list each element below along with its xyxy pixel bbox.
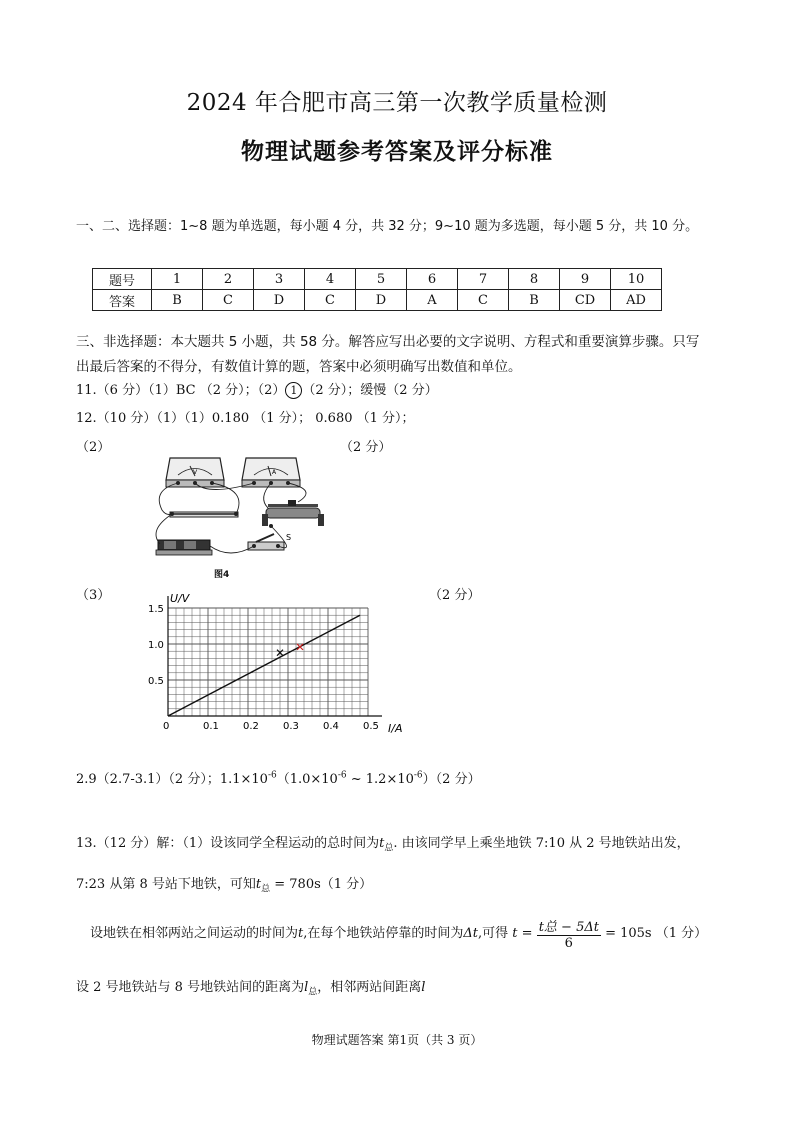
table-cell: 6 <box>407 269 458 290</box>
page-subtitle: 物理试题参考答案及评分标准 <box>241 139 553 165</box>
table-header-cell: 答案 <box>93 290 152 311</box>
fraction <box>537 916 601 951</box>
q13-line3-t: t <box>298 926 304 941</box>
chart-ticks <box>148 596 382 732</box>
fraction-denominator: 6 <box>564 936 573 951</box>
table-cell: B <box>509 290 560 311</box>
q12-result-prefix: 2.9（2.7-3.1）（2 分）； <box>76 772 220 787</box>
q13-line1-text: 13.（12 分）解：（1）设该同学全程运动的总时间为 <box>76 836 380 851</box>
q12-range-b-exp: -6 <box>413 770 423 781</box>
q13-line3-score: （1 分） <box>655 926 708 941</box>
q12-result-suffix: ）（2 分） <box>422 772 481 787</box>
x-tick-label: 0 <box>163 721 170 732</box>
x-tick-label: 0.5 <box>363 721 379 732</box>
svg-text:V: V <box>193 469 198 476</box>
q13-line4 <box>76 976 425 998</box>
q13-line2 <box>76 873 372 895</box>
table-cell: 10 <box>611 269 662 290</box>
q13-line2-eq: = 780s <box>270 877 321 892</box>
table-cell: C <box>203 290 254 311</box>
voltmeter-icon <box>166 458 224 487</box>
table-row-numbers <box>93 269 662 290</box>
figure-caption: 图4 <box>214 570 230 580</box>
circled-number: 1 <box>285 382 302 399</box>
q12-part3-score: （2 分） <box>429 588 481 603</box>
table-header-cell: 题号 <box>93 269 152 290</box>
q11-prefix: 11.（6 分）（1）BC （2 分）；（2） <box>76 383 286 398</box>
table-cell: CD <box>560 290 611 311</box>
y-tick-label: 0.5 <box>148 676 164 687</box>
table-cell: 5 <box>356 269 407 290</box>
y-tick-label: 1.5 <box>148 604 164 615</box>
table-cell: 1 <box>152 269 203 290</box>
q13-line2-text: 7:23 从第 8 号站下地铁，可知 <box>76 877 256 892</box>
q12-result-exp: -6 <box>267 770 277 781</box>
table-cell: C <box>305 290 356 311</box>
q11-answer <box>76 379 438 399</box>
q13-line4-b: ，相邻两站间距离 <box>317 980 422 995</box>
q13-line3-res: = 105s <box>605 926 652 941</box>
switch-label: S <box>286 533 292 542</box>
q13-line1-sym: t <box>379 836 385 851</box>
q12-result <box>76 768 481 787</box>
page-footer: 物理试题答案 第1页（共 3 页） <box>311 1033 483 1047</box>
q13-line2-sub: 总 <box>261 884 271 895</box>
rheostat-icon <box>262 500 324 528</box>
q12-line1: 12.（10 分）（1）（1）0.180 （1 分）； 0.680 （1 分）； <box>76 411 415 426</box>
q13-line4-a: 设 2 号地铁站与 8 号地铁站间的距离为 <box>76 980 305 995</box>
q13-line3-a: 设地铁在相邻两站之间运动的时间为 <box>90 926 299 941</box>
q12-part2-label: （2） <box>76 440 111 455</box>
q12-range-a-exp: -6 <box>337 770 347 781</box>
resistor-board-icon <box>170 512 238 517</box>
table-cell: D <box>356 290 407 311</box>
fraction-numerator: t总 − 5Δt <box>537 916 601 936</box>
q12-part2-score: （2 分） <box>340 440 392 455</box>
table-cell: D <box>254 290 305 311</box>
q13-line1-sub: 总 <box>384 843 394 854</box>
y-axis-label: U/V <box>170 592 190 605</box>
ammeter-icon <box>242 458 300 487</box>
q13-line3 <box>90 916 707 951</box>
q13-line3-lhs: t = <box>512 926 533 941</box>
table-cell: 7 <box>458 269 509 290</box>
table-cell: 3 <box>254 269 305 290</box>
x-tick-label: 0.3 <box>283 721 299 732</box>
y-tick-label: 1.0 <box>148 640 164 651</box>
table-cell: A <box>407 290 458 311</box>
circuit-diagram <box>148 450 338 582</box>
q13-line3-dt: Δt <box>463 926 479 941</box>
section3-intro-line1: 三、非选择题：本大题共 5 小题，共 58 分。解答应写出必要的文字说明、方程式和重要演算步骤。只写 <box>76 334 700 350</box>
q13-line2-score: （1 分） <box>320 877 373 892</box>
table-cell: AD <box>611 290 662 311</box>
answer-table <box>92 268 662 311</box>
table-cell: B <box>152 290 203 311</box>
q12-result-value: 1.1×10 <box>219 772 268 787</box>
q12-range-sep: ~ 1.2×10 <box>346 772 414 787</box>
q13-line4-sub: 总 <box>308 987 318 998</box>
q13-line4-l: l <box>421 980 426 995</box>
q12-part3-label: （3） <box>76 588 111 603</box>
q13-line1 <box>76 832 690 854</box>
q13-line1-rest: . 由该同学早上乘坐地铁 7:10 从 2 号地铁站出发， <box>393 836 690 851</box>
ui-graph <box>140 590 420 740</box>
q13-line3-b: ,在每个地铁站停靠的时间为 <box>303 926 464 941</box>
q13-line2-sym: t <box>255 877 262 892</box>
table-cell: 4 <box>305 269 356 290</box>
battery-icon <box>156 540 212 555</box>
table-cell: 9 <box>560 269 611 290</box>
x-tick-label: 0.2 <box>243 721 259 732</box>
table-cell: 8 <box>509 269 560 290</box>
q12-range-a: （1.0×10 <box>276 772 338 787</box>
x-tick-label: 0.4 <box>323 721 339 732</box>
switch-icon <box>248 534 284 550</box>
page-title: 2024 年合肥市高三第一次教学质量检测 <box>186 90 608 116</box>
svg-text:A: A <box>272 469 277 476</box>
q11-suffix: （2 分）；缓慢（2 分） <box>302 383 438 398</box>
section1-instructions: 一、二、选择题：1~8 题为单选题，每小题 4 分，共 32 分；9~10 题为多选题，每小题 5 分，共 10 分。 <box>76 219 699 234</box>
table-cell: 2 <box>203 269 254 290</box>
x-axis-label: I/A <box>388 722 403 735</box>
x-tick-label: 0.1 <box>203 721 219 732</box>
q13-line4-sym: l <box>304 980 309 995</box>
q13-line3-c: ,可得 <box>478 926 509 941</box>
section3-intro-line2: 出最后答案的不得分，有数值计算的题，答案中必须明确写出数值和单位。 <box>76 359 522 375</box>
table-cell: C <box>458 290 509 311</box>
table-row-answers <box>93 290 662 311</box>
